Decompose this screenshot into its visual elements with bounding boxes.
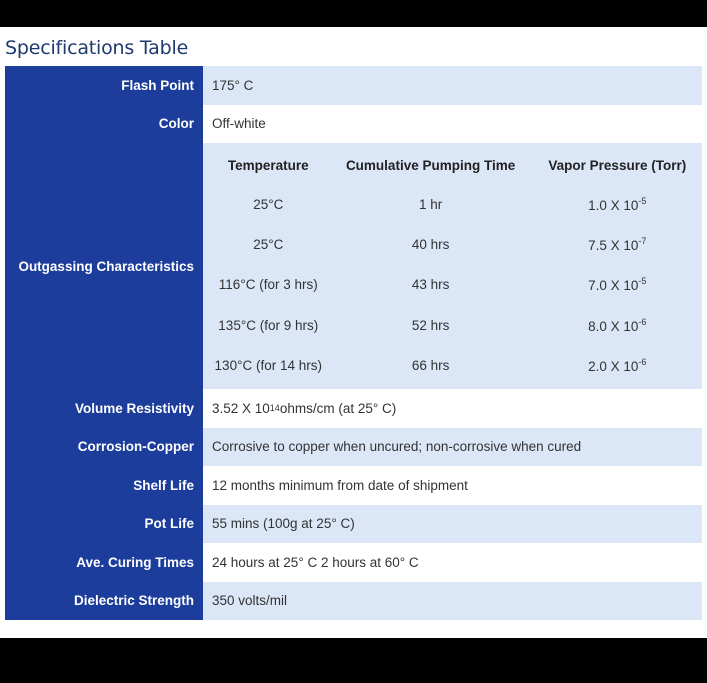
temp-cell: 116°C (for 3 hrs) (218, 277, 318, 293)
table-row (5, 105, 702, 144)
outgassing-table (208, 146, 702, 386)
vapor-cell (533, 346, 702, 386)
specifications-table (5, 66, 702, 620)
vr-prefix: 3.52 X 10 (212, 400, 270, 416)
row-label-flash-point: Flash Point (5, 66, 203, 105)
page-title: Specifications Table (5, 37, 189, 59)
header-vapor-pressure: Vapor Pressure (Torr) (548, 157, 687, 173)
row-label-corrosion-copper: Corrosion-Copper (5, 428, 203, 467)
table-row (5, 428, 702, 467)
table-row (5, 505, 702, 544)
outgassing-row (208, 346, 702, 386)
row-label-outgassing: Outgassing Characteristics (5, 143, 203, 389)
vp-exp: -6 (638, 316, 647, 327)
outgassing-row (208, 184, 702, 224)
vp-base: 1.0 X 10 (588, 197, 639, 213)
vapor-cell (533, 265, 702, 305)
table-row (5, 466, 702, 505)
vp-exp: -7 (638, 236, 647, 247)
outgassing-row (208, 305, 702, 345)
row-value-corrosion-copper: Corrosive to copper when uncured; non-corrosive when cured (203, 428, 702, 467)
vp-exp: -6 (638, 357, 647, 368)
outgassing-row (208, 224, 702, 264)
vr-exp: 14 (269, 403, 280, 414)
vp-base: 2.0 X 10 (588, 359, 639, 375)
header-pumping-time: Cumulative Pumping Time (345, 157, 516, 173)
row-value-flash-point: 175° C (203, 66, 702, 105)
vp-base: 7.5 X 10 (588, 238, 639, 254)
header-temperature: Temperature (227, 157, 309, 173)
vp-exp: -5 (638, 195, 647, 206)
table-row (5, 582, 702, 621)
page (0, 27, 707, 638)
table-row (5, 543, 702, 582)
time-cell: 66 hrs (411, 358, 450, 374)
outgassing-header-row (208, 146, 702, 184)
row-label-shelf-life: Shelf Life (5, 466, 203, 505)
time-cell: 1 hr (418, 196, 443, 212)
vapor-cell (533, 305, 702, 345)
table-row (5, 143, 702, 389)
row-value-curing-times: 24 hours at 25° C 2 hours at 60° C (203, 543, 702, 582)
row-value-volume-resistivity (203, 389, 702, 428)
temp-cell: 25°C (253, 196, 284, 212)
vp-exp: -5 (638, 276, 647, 287)
vp-base: 7.0 X 10 (588, 278, 639, 294)
row-label-dielectric-strength: Dielectric Strength (5, 582, 203, 621)
row-value-dielectric-strength: 350 volts/mil (203, 582, 702, 621)
outgassing-cell (203, 143, 702, 389)
table-row (5, 389, 702, 428)
time-cell: 43 hrs (411, 277, 450, 293)
temp-cell: 130°C (for 14 hrs) (214, 358, 322, 374)
temp-cell: 135°C (for 9 hrs) (218, 317, 319, 333)
table-row (5, 66, 702, 105)
temp-cell: 25°C (253, 237, 284, 253)
row-label-curing-times: Ave. Curing Times (5, 543, 203, 582)
row-value-shelf-life: 12 months minimum from date of shipment (203, 466, 702, 505)
time-cell: 40 hrs (411, 237, 450, 253)
vapor-cell (533, 224, 702, 264)
time-cell: 52 hrs (411, 317, 450, 333)
row-label-pot-life: Pot Life (5, 505, 203, 544)
vr-suffix: ohms/cm (at 25° C) (279, 400, 397, 416)
row-value-color: Off-white (203, 105, 702, 144)
row-label-volume-resistivity: Volume Resistivity (5, 389, 203, 428)
vp-base: 8.0 X 10 (588, 318, 639, 334)
outgassing-row (208, 265, 702, 305)
row-value-pot-life: 55 mins (100g at 25° C) (203, 505, 702, 544)
row-label-color: Color (5, 105, 203, 144)
vapor-cell (533, 184, 702, 224)
